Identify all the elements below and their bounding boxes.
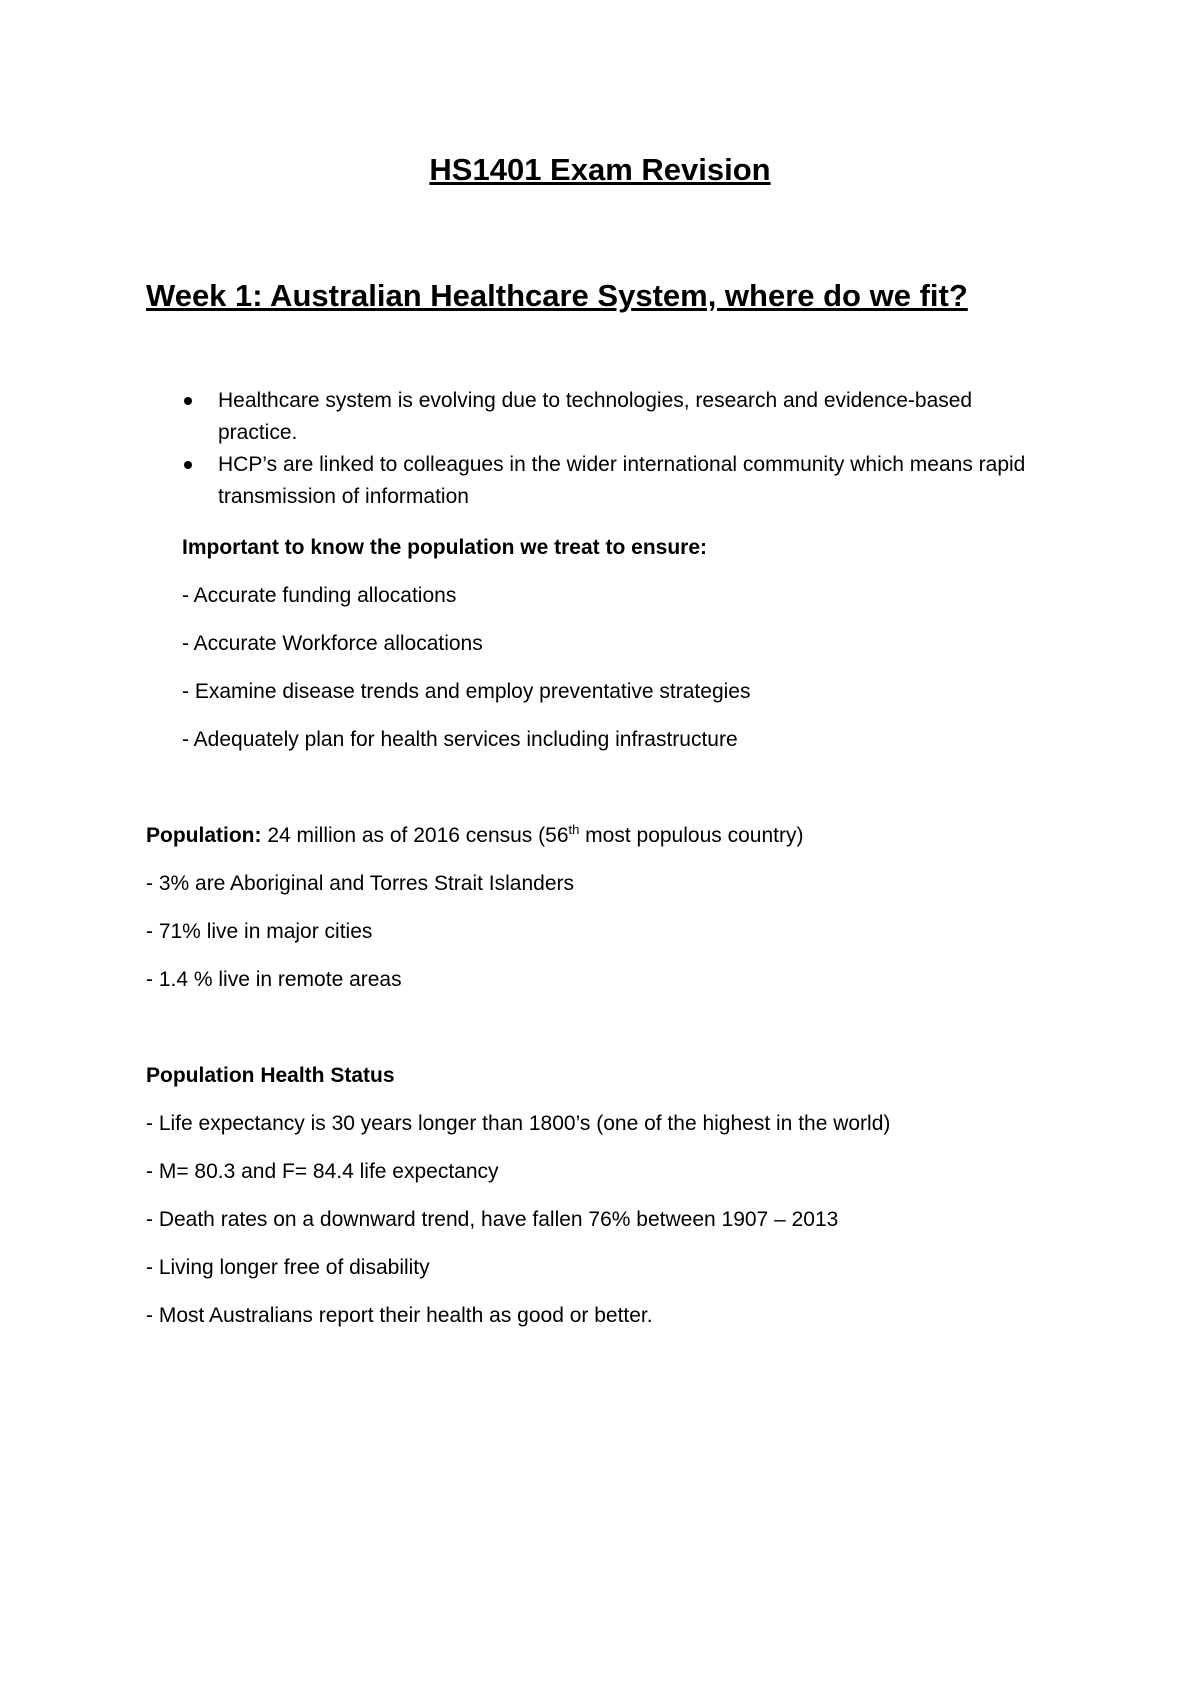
bullet-dot-icon (184, 461, 192, 469)
bullet-dot-icon (184, 397, 192, 405)
important-item: - Adequately plan for health services including infrastructure (182, 728, 738, 751)
week-heading: Week 1: Australian Healthcare System, where do we fit? (146, 278, 968, 313)
bullet-item (146, 449, 1046, 513)
important-label: Important to know the population we treat to ensure: (182, 536, 708, 559)
bullet-list (146, 385, 1046, 513)
health-status-label: Population Health Status (146, 1064, 395, 1087)
important-item: - Accurate Workforce allocations (182, 632, 483, 655)
document-title: HS1401 Exam Revision (429, 152, 771, 187)
population-text-end: most populous country) (579, 824, 804, 847)
bullet-item (146, 385, 1046, 449)
important-item: - Examine disease trends and employ preventative strategies (182, 680, 751, 703)
health-status-item: - Living longer free of disability (146, 1256, 430, 1279)
important-item: - Accurate funding allocations (182, 584, 457, 607)
population-item: - 71% live in major cities (146, 920, 373, 943)
health-status-item: - Life expectancy is 30 years longer than 1800’s (one of the highest in the world) (146, 1112, 891, 1135)
population-label: Population: (146, 824, 262, 847)
population-superscript: th (568, 822, 580, 837)
bullet-text: HCP’s are linked to colleagues in the wider international community which means rapid transmission of information (218, 453, 1026, 508)
health-status-item: - M= 80.3 and F= 84.4 life expectancy (146, 1160, 499, 1183)
population-text: 24 million as of 2016 census (56 (261, 824, 569, 847)
bullet-text: Healthcare system is evolving due to technologies, research and evidence-based practice. (218, 389, 973, 444)
population-item: - 3% are Aboriginal and Torres Strait Islanders (146, 872, 574, 895)
health-status-item: - Death rates on a downward trend, have fallen 76% between 1907 – 2013 (146, 1208, 839, 1231)
health-status-item: - Most Australians report their health as good or better. (146, 1304, 653, 1327)
population-line (146, 820, 803, 852)
population-item: - 1.4 % live in remote areas (146, 968, 402, 991)
